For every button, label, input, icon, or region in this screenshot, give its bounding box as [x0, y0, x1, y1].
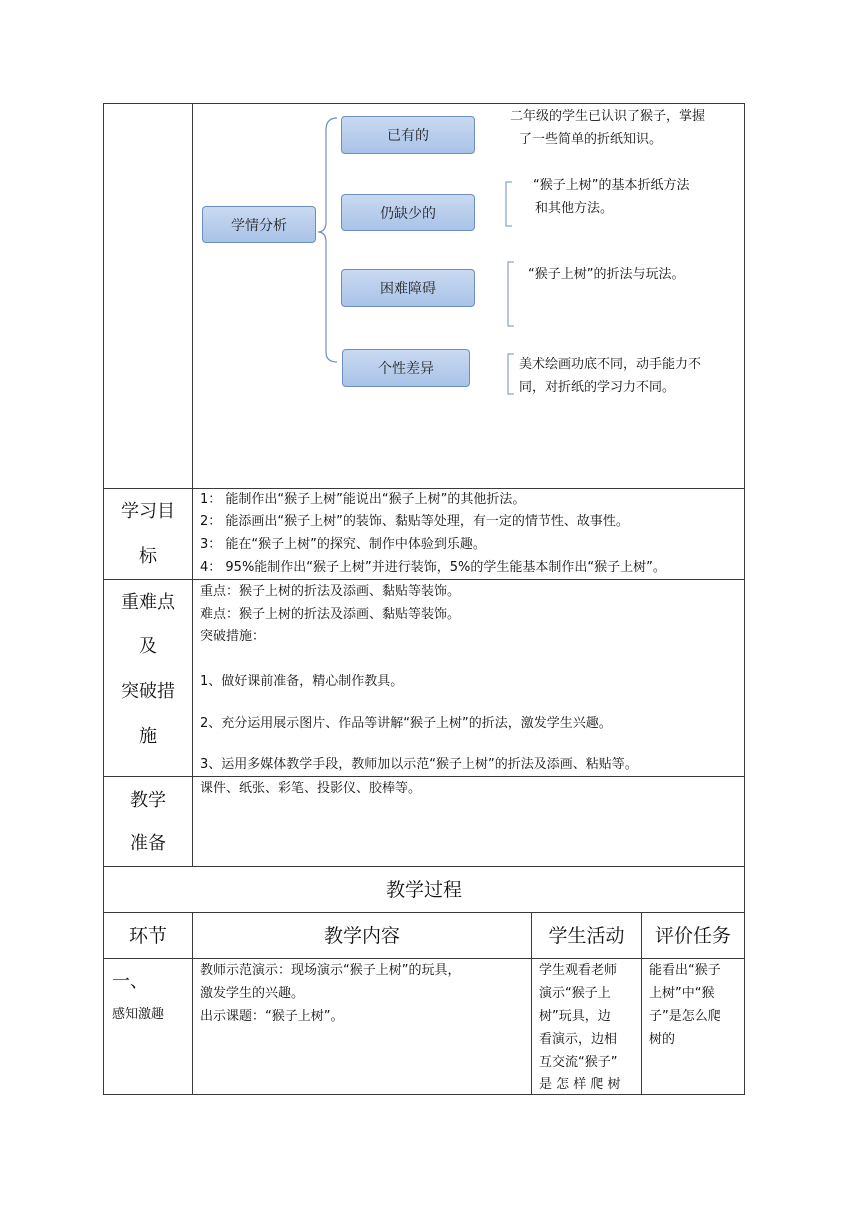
- content-line-3: 出示课题：“猴子上树”。: [200, 1009, 344, 1024]
- evaluation-line-3: 子”是怎么爬: [649, 1009, 721, 1024]
- diagram-desc-existing-1: 二年级的学生已认识了猴子，掌握: [510, 109, 706, 124]
- diagram-desc-missing-2: 和其他方法。: [535, 201, 614, 216]
- diagram-desc-difference-2: 同，对折纸的学习力不同。: [519, 380, 676, 395]
- goal-item-1: 1： 能制作出“猴子上树”能说出“猴子上树”的其他折法。: [200, 492, 526, 507]
- header-stage: 环节: [128, 925, 167, 947]
- diagram-desc-difficulty: “猴子上树”的折法与玩法。: [528, 267, 685, 282]
- keypoint-line-1: 重点：猴子上树的折法及添画、黏贴等装饰。: [200, 584, 461, 599]
- header-activity: 学生活动: [548, 925, 625, 947]
- activity-line-6: 是 怎 样 爬 树: [539, 1077, 621, 1092]
- header-evaluation: 评价任务: [654, 925, 731, 947]
- prep-text: 课件、纸张、彩笔、投影仪、胶棒等。: [200, 781, 422, 796]
- activity-line-1: 学生观看老师: [539, 963, 618, 978]
- header-content: 教学内容: [323, 925, 400, 947]
- keypoints-label-4: 施: [139, 726, 157, 747]
- brace-missing: [506, 182, 512, 226]
- brace-difficulty: [508, 262, 514, 326]
- goal-item-2: 2： 能添画出“猴子上树”的装饰、黏贴等处理，有一定的情节性、故事性。: [200, 514, 629, 529]
- prep-label-2: 准备: [130, 833, 166, 854]
- stage-name: 感知激趣: [112, 1007, 165, 1022]
- diagram-desc-difference-1: 美术绘画功底不同，动手能力不: [519, 357, 702, 372]
- activity-line-5: 互交流“猴子”: [539, 1055, 618, 1070]
- goal-item-4: 4： 95%能制作出“猴子上树”并进行装饰，5%的学生能基本制作出“猴子上树”。: [200, 560, 666, 575]
- diagram-node-existing: 已有的: [341, 116, 475, 154]
- evaluation-line-4: 树的: [649, 1032, 676, 1047]
- evaluation-line-2: 上树”中“猴: [649, 986, 715, 1001]
- diagram-node-difficulty: 困难障碍: [341, 269, 475, 307]
- keypoint-line-5: 2、充分运用展示图片、作品等讲解“猴子上树”的折法，激发学生兴趣。: [200, 716, 612, 731]
- process-title: 教学过程: [385, 879, 462, 901]
- prep-label-1: 教学: [130, 790, 166, 811]
- content-line-1: 教师示范演示：现场演示“猴子上树”的玩具，: [200, 963, 461, 978]
- keypoint-line-3: 突破措施：: [200, 629, 266, 644]
- activity-line-2: 演示“猴子上: [539, 986, 611, 1001]
- keypoint-line-2: 难点：猴子上树的折法及添画、黏贴等装饰。: [200, 607, 461, 622]
- goal-item-3: 3： 能在“猴子上树”的探究、制作中体验到乐趣。: [200, 537, 486, 552]
- diagram-desc-missing-1: “猴子上树”的基本折纸方法: [533, 178, 690, 193]
- goals-label-1: 学习目: [121, 501, 175, 522]
- keypoints-label-3: 突破措: [121, 681, 175, 702]
- keypoint-line-6: 3、运用多媒体教学手段，教师加以示范“猴子上树”的折法及添画、粘贴等。: [200, 757, 638, 772]
- content-line-2: 激发学生的兴趣。: [200, 986, 305, 1001]
- diagram-node-difference: 个性差异: [342, 349, 470, 387]
- goals-label-2: 标: [139, 546, 157, 567]
- main-brace: [318, 118, 337, 362]
- keypoints-label-1: 重难点: [121, 592, 175, 613]
- activity-line-3: 树”玩具，边: [539, 1009, 611, 1024]
- stage-number: 一、: [112, 971, 148, 992]
- diagram-root-node: 学情分析: [202, 206, 316, 243]
- brace-difference: [508, 354, 514, 394]
- keypoint-line-4: 1、做好课前准备，精心制作教具。: [200, 674, 404, 689]
- diagram-desc-existing-2: 了一些简单的折纸知识。: [519, 132, 663, 147]
- keypoints-label-2: 及: [139, 636, 157, 657]
- diagram-node-missing: 仍缺少的: [341, 194, 475, 231]
- evaluation-line-1: 能看出“猴子: [649, 963, 721, 978]
- activity-line-4: 看演示，边相: [539, 1032, 618, 1047]
